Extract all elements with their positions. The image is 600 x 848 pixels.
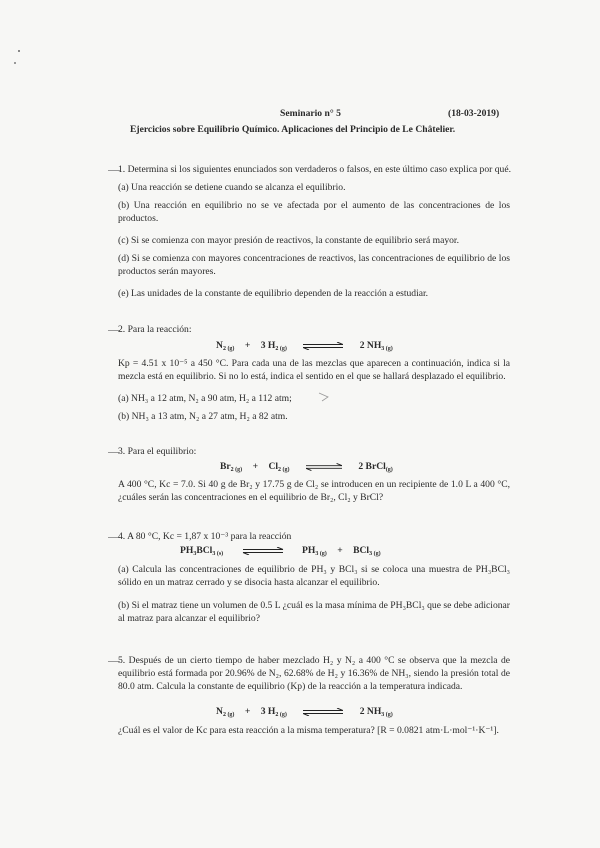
q4-eq-product-1: $PH_{3 (g)}$	[301, 545, 327, 557]
q5-eq-reactant-1: $N_{2 (g)}$	[216, 706, 235, 718]
plus-sign: +	[337, 545, 343, 556]
equilibrium-arrow-icon	[306, 463, 342, 471]
q1-item-c: (c) Si se comienza con mayor presión de reactivos, la constante de equilibrio será mayor.	[118, 235, 459, 246]
q3-equation	[220, 461, 393, 473]
q3-eq-product: 2 BrCl$_{(g)}$	[358, 461, 393, 473]
equilibrium-arrow-icon	[303, 708, 343, 716]
equilibrium-arrow-icon	[303, 342, 343, 350]
q5-eq-reactant-2: 3 $H_{2 (g)}$	[260, 706, 287, 718]
equilibrium-arrow-icon	[240, 547, 286, 555]
plus-sign: +	[252, 461, 259, 472]
scan-speck	[14, 62, 16, 64]
scan-speck	[18, 50, 20, 52]
q3-eq-reactant-2: $Cl_{2 (g)}$	[268, 461, 290, 473]
q5-equation	[216, 706, 393, 718]
seminar-date: (18-03-2019)	[448, 108, 500, 119]
q1-item-a: (a) Una reacción se detiene cuando se alcanza el equilibrio.	[118, 182, 346, 193]
q2-kp-text: Kp = 4.51 x 10⁻⁵ a 450 °C. Para cada una de las mezclas que aparecen a continuación, indica si la mezcla está en equilibrio. Si no lo está, indica el sentido en el que se hallará desplazado el equilibrio.	[118, 358, 510, 382]
q1-item-d: (d) Si se comienza con mayores concentraciones de reactivos, las concentraciones de equilibrio de los productos serán mayores.	[118, 253, 510, 277]
q4-item-a: (a) Calcula las concentraciones de equilibrio de PH₃ y BCl₃ si se coloca una muestra de PH₃BCl₃ sólido en un matraz cerrado y se disocia hasta alcanzar el equilibrio.	[118, 564, 510, 588]
q3-eq-reactant-1: $Br_{2 (g)}$	[220, 461, 243, 473]
q3-text: A 400 °C, Kc = 7.0. Si 40 g de Br₂ y 17.75 g de Cl₂ se introducen en un recipiente de 1.0 L a 400 °C, ¿cuáles serán las concentraciones en el equilibrio de Br₂, Cl₂ y BrCl?	[118, 479, 510, 503]
q2-equation	[216, 340, 393, 352]
q2-eq-reactant-1: $N_{2 (g)}$	[216, 340, 235, 352]
plus-sign: +	[244, 340, 251, 351]
plus-sign: +	[244, 706, 251, 717]
q5-eq-product: 2 $NH_{3 (g)}$	[359, 706, 393, 718]
q2-item-b: (b) NH₃ a 13 atm, N₂ a 27 atm, H₂ a 82 atm.	[118, 411, 288, 422]
q5-question: ¿Cuál es el valor de Kc para esta reacción a la misma temperatura? [R = 0.0821 atm·L·mol⁻¹·K⁻¹].	[118, 725, 499, 736]
q1-item-b: (b) Una reacción en equilibrio no se ve afectada por el aumento de las concentraciones de los productos.	[118, 200, 510, 224]
seminar-title: Seminario n° 5	[280, 108, 341, 119]
q3-intro: 3. Para el equilibrio:	[118, 446, 197, 457]
q1-intro: 1. Determina si los siguientes enunciados son verdaderos o falsos, en este último caso explica por qué.	[118, 164, 511, 175]
q2-eq-reactant-2: 3 $H_{2 (g)}$	[260, 340, 287, 352]
q4-equation	[180, 545, 381, 557]
seminar-subtitle: Ejercicios sobre Equilibrio Químico. Aplicaciones del Principio de Le Châtelier.	[130, 124, 456, 135]
q4-eq-reactant: $PH_3BCl_{3 (s)}$	[180, 545, 224, 557]
q2-eq-product: 2 $NH_{3 (g)}$	[359, 340, 393, 352]
q1-item-e: (e) Las unidades de la constante de equilibrio dependen de la reacción a estudiar.	[118, 288, 429, 299]
q4-eq-product-2: BCl$_{3 (g)}$	[353, 545, 381, 557]
q4-intro: 4. A 80 °C, Kc = 1,87 x 10⁻³ para la reacción	[118, 531, 292, 542]
q2-item-a: (a) NH₃ a 12 atm, N₂ a 90 atm, H₂ a 112 atm;	[118, 393, 292, 404]
q5-intro: 5. Después de un cierto tiempo de haber mezclado H₂ y N₂ a 400 °C se observa que la mezcla de equilibrio está formada por 20.96% de N₂, 62.68% de H₂ y 16.36% de NH₃, siendo la presión total de 80.0 atm. Calcula la constante de equilibrio (Kp) de la reacción a la temperatura indicada.	[118, 655, 510, 692]
q4-item-b: (b) Si el matraz tiene un volumen de 0.5 L ¿cuál es la masa mínima de PH₃BCl₃ que se debe adicionar al matraz para alcanzar el equilibrio?	[118, 600, 510, 624]
q2-intro: 2. Para la reacción:	[118, 324, 192, 335]
